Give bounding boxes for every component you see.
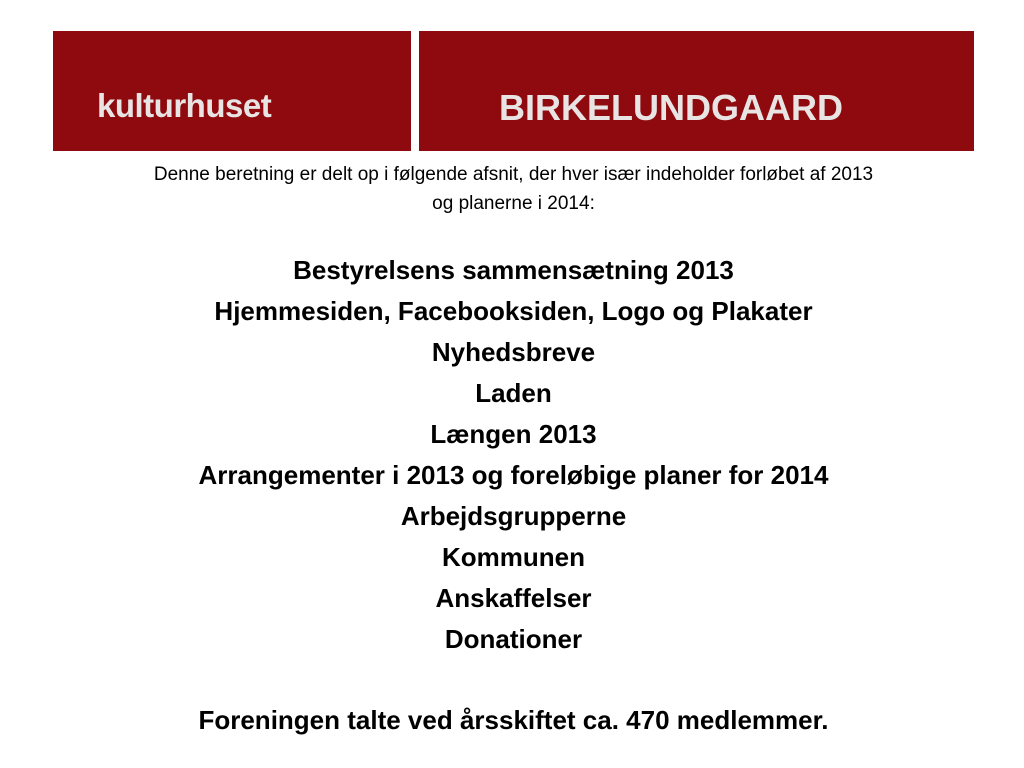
brand-kulturhuset: kulturhuset <box>97 87 272 124</box>
section-item: Kommunen <box>442 542 585 572</box>
section-item: Hjemmesiden, Facebooksiden, Logo og Plakater <box>214 296 813 326</box>
intro-paragraph <box>53 160 974 218</box>
section-item: Donationer <box>444 624 583 654</box>
intro-line-1: Denne beretning er delt op i følgende afsnit, der hver især indeholder forløbet af 2013 <box>153 164 874 185</box>
members-note: Foreningen talte ved årsskiftet ca. 470 medlemmer. <box>198 705 829 735</box>
header-banner <box>53 31 974 151</box>
banner-left-panel <box>53 31 411 151</box>
intro-line-2: og planerne i 2014: <box>432 193 595 214</box>
banner-divider <box>411 31 419 151</box>
section-item: Arbejdsgrupperne <box>400 501 627 531</box>
section-item: Laden <box>475 378 552 408</box>
section-item: Arrangementer i 2013 og foreløbige planer for 2014 <box>198 460 829 490</box>
section-list <box>53 250 974 660</box>
banner-right-panel <box>419 31 974 151</box>
section-item: Længen 2013 <box>430 419 597 449</box>
brand-birkelundgaard: BIRKELUNDGAARD <box>499 87 843 128</box>
section-item: Nyhedsbreve <box>431 337 596 367</box>
section-item: Anskaffelser <box>435 583 592 613</box>
section-item: Bestyrelsens sammensætning 2013 <box>293 255 734 285</box>
